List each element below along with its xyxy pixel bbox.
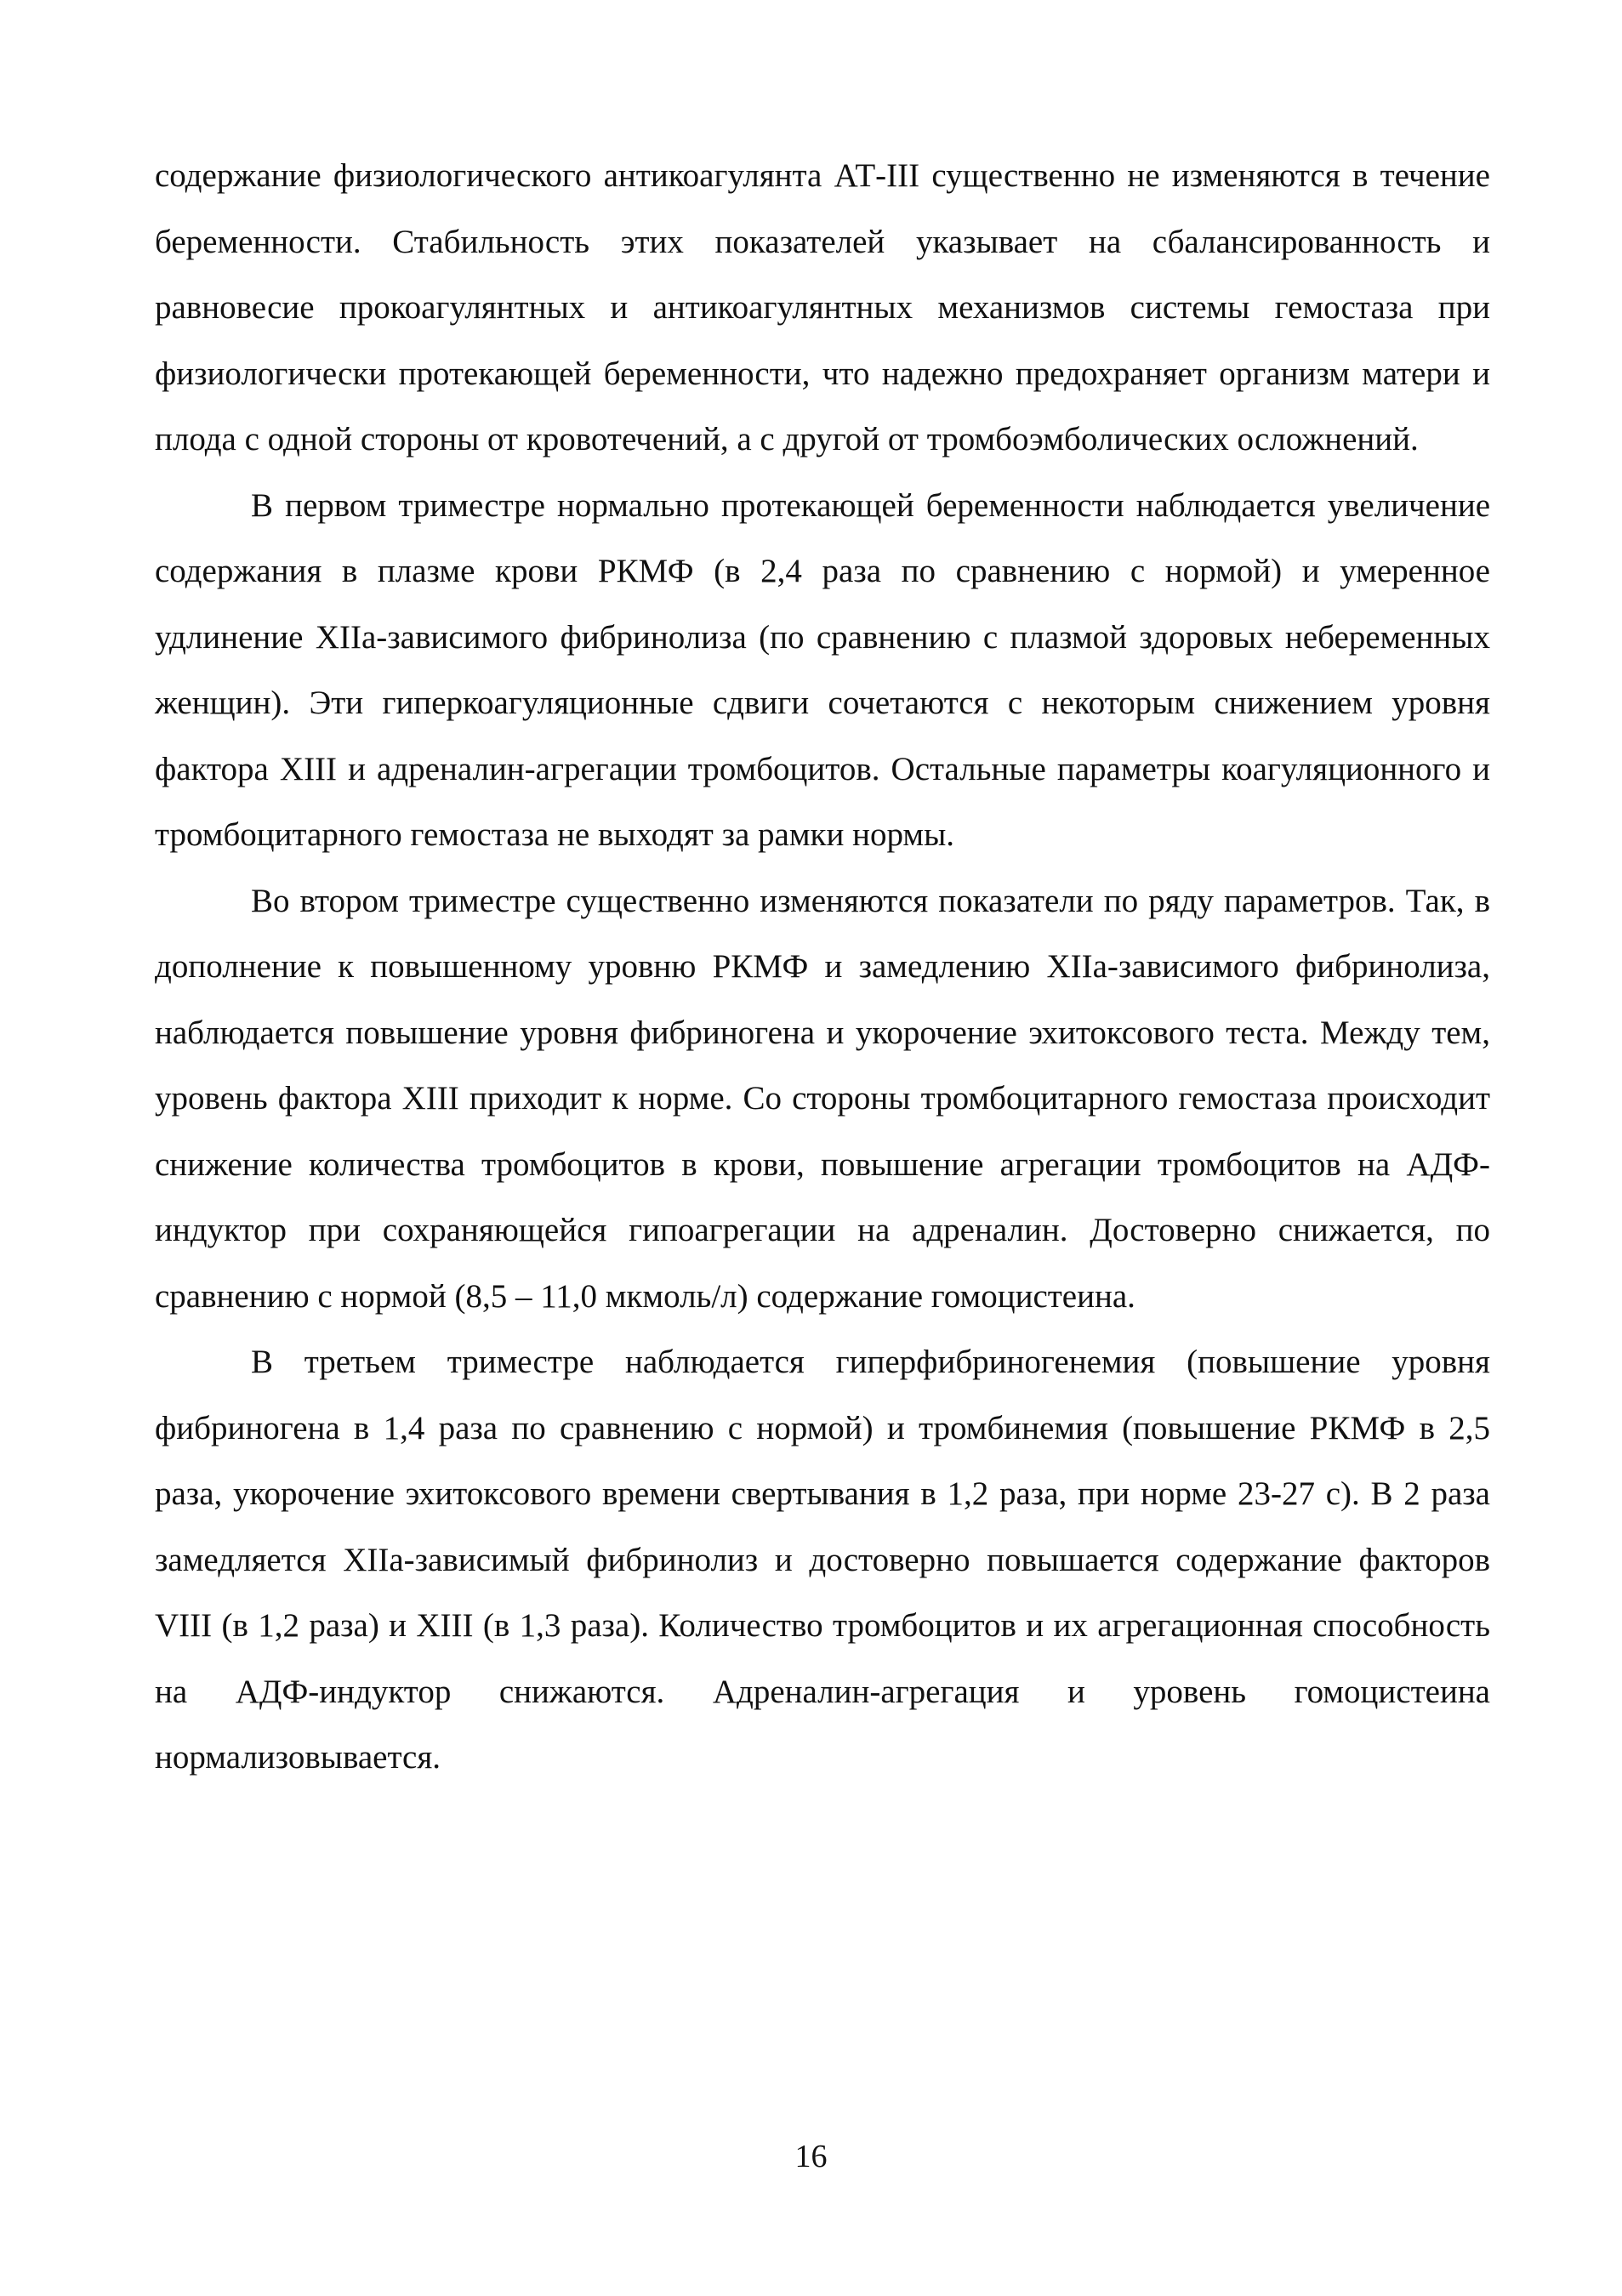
page-number: 16 (794, 2139, 828, 2174)
paragraph-continuation: содержание физиологического антикоагулянта АТ-III существенно не изменяются в течение беременности. Стабильность этих показателей указывает на сбалансированность и равновесие прокоагулянтных и антикоагулянтных механизмов системы гемостаза при физиологически протекающей беременности, что надежно предохраняет организм матери и плода с одной стороны от кровотечений, а с другой от тромбоэмболических осложнений. (155, 157, 1490, 457)
paragraph-first-trimester: В первом триместре нормально протекающей беременности наблюдается увеличение содержания в плазме крови РКМФ (в 2,4 раза по сравнению с нормой) и умеренное удлинение XIIа-зависимого фибринолиза (по сравнению с плазмой здоровых небеременных женщин). Эти гиперкоагуляционные сдвиги сочетаются с некоторым снижением уровня фактора XIII и адреналин-агрегации тромбоцитов. Остальные параметры коагуляционного и тромбоцитарного гемостаза не выходят за рамки нормы. (155, 486, 1490, 853)
paragraph-second-trimester: Во втором триместре существенно изменяются показатели по ряду параметров. Так, в дополнение к повышенному уровню РКМФ и замедлению XIIа-зависимого фибринолиза, наблюдается повышение уровня фибриногена и укорочение эхитоксового теста. Между тем, уровень фактора XIII приходит к норме. Со стороны тромбоцитарного гемостаза происходит снижение количества тромбоцитов в крови, повышение агрегации тромбоцитов на АДФ-индуктор при сохраняющейся гипоагрегации на адреналин. Достоверно снижается, по сравнению с нормой (8,5 – 11,0 мкмоль/л) содержание гомоцистеина. (155, 882, 1490, 1315)
body-text (155, 143, 1490, 1791)
paragraph-third-trimester: В третьем триместре наблюдается гиперфибриногенемия (повышение уровня фибриногена в 1,4 раза по сравнению с нормой) и тромбинемия (повышение РКМФ в 2,5 раза, укорочение эхитоксового времени свертывания в 1,2 раза, при норме 23-27 с). В 2 раза замедляется XIIа-зависимый фибринолиз и достоверно повышается содержание факторов VIII (в 1,2 раза) и XIII (в 1,3 раза). Количество тромбоцитов и их агрегационная способность на АДФ-индуктор снижаются. Адреналин-агрегация и уровень гомоцистеина нормализовывается. (155, 1344, 1490, 1776)
